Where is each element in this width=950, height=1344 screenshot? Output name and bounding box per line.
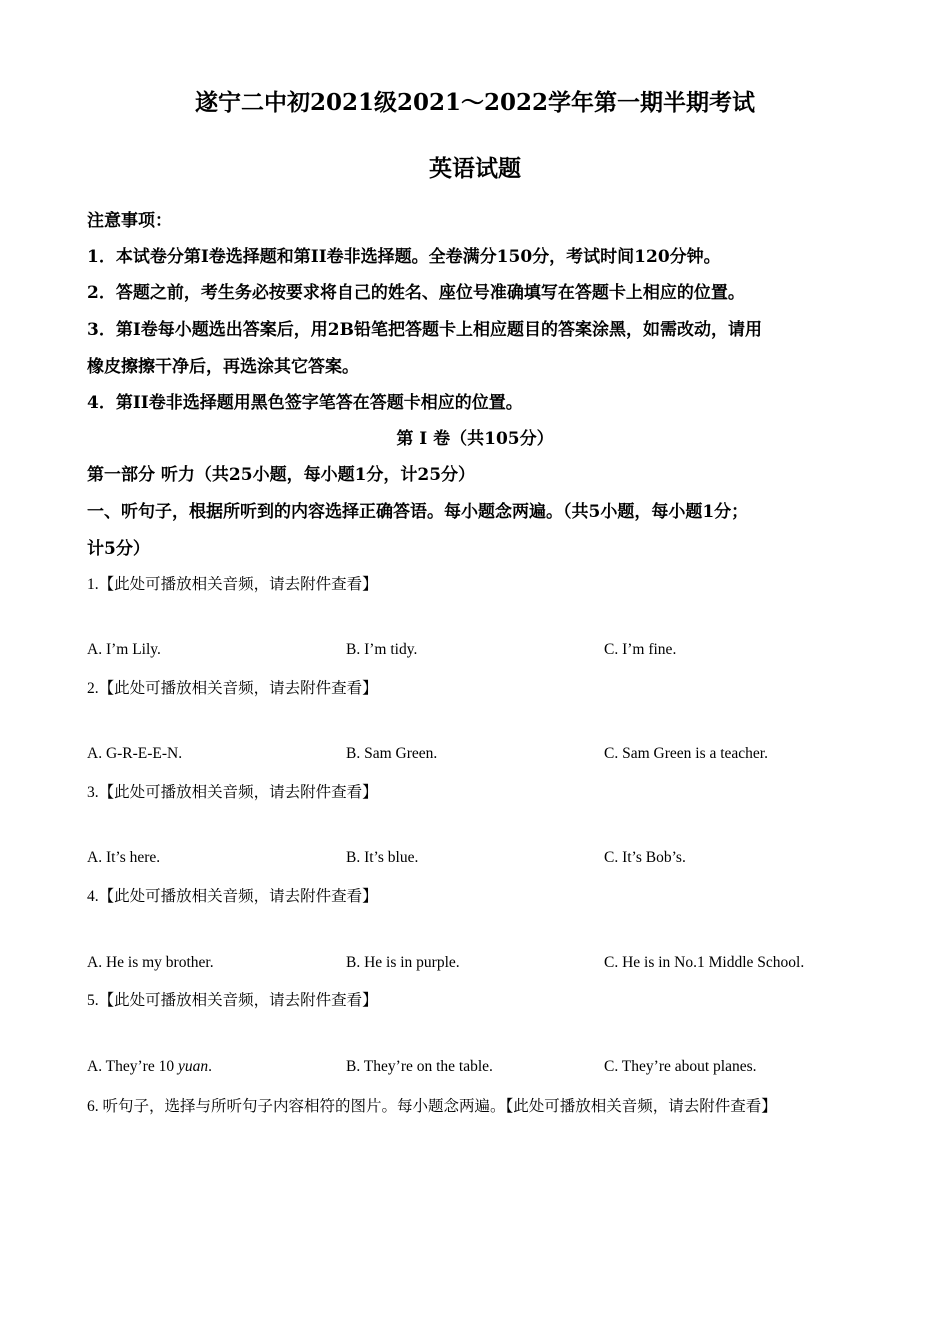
question-5: [87, 988, 890, 1010]
audio-note: 【此处可播放相关音频，请去附件查看】: [98, 784, 378, 801]
question-3: [87, 780, 890, 802]
option-b: B. He is in purple.: [346, 954, 460, 971]
option-a-prefix: A. They’re 10: [87, 1058, 178, 1075]
audio-note: 【此处可播放相关音频，请去附件查看】: [98, 576, 378, 593]
option-c: C. They’re about planes.: [604, 1058, 757, 1075]
question-number: 2.: [87, 680, 99, 697]
question-number: 3.: [87, 784, 99, 801]
question-number: 4.: [87, 888, 99, 905]
volume-heading: 第 Ⅰ 卷（共105分）: [396, 429, 554, 449]
question-number: 5.: [87, 992, 99, 1009]
note-item: 4．第II卷非选择题用黑色签字笔答在答题卡相应的位置。: [87, 393, 523, 413]
option-c: C. It’s Bob’s.: [604, 849, 686, 866]
option-a: A. G-R-E-E-N.: [87, 745, 183, 762]
option-c: C. Sam Green is a teacher.: [604, 745, 768, 762]
part-heading: 第一部分 听力（共25小题，每小题1分，计25分）: [87, 465, 476, 485]
option-b: B. I’m tidy.: [346, 641, 418, 658]
option-c: C. I’m fine.: [604, 641, 677, 658]
option-a: A. He is my brother.: [87, 954, 214, 971]
audio-note: 【此处可播放相关音频，请去附件查看】: [98, 992, 378, 1009]
option-a: A. I’m Lily.: [87, 641, 161, 658]
note-item: 2．答题之前，考生务必按要求将自己的姓名、座位号准确填写在答题卡上相应的位置。: [87, 283, 745, 303]
option-b: B. They’re on the table.: [346, 1058, 493, 1075]
question-1: [87, 572, 890, 594]
option-a: A. It’s here.: [87, 849, 161, 866]
audio-note: 【此处可播放相关音频，请去附件查看】: [98, 680, 378, 697]
option-c: C. He is in No.1 Middle School.: [604, 954, 805, 971]
section-instruction: 一、听句子，根据所听到的内容选择正确答语。每小题念两遍。（共5小题，每小题1分；: [87, 502, 749, 522]
audio-note: 【此处可播放相关音频，请去附件查看】: [98, 888, 378, 905]
note-item: 1．本试卷分第I卷选择题和第II卷非选择题。全卷满分150分，考试时间120分钟。: [87, 247, 721, 267]
option-b: B. Sam Green.: [346, 745, 438, 762]
question-6: 6. 听句子，选择与所听句子内容相符的图片。每小题念两遍。【此处可播放相关音频，请去附件查看】: [87, 1098, 777, 1115]
exam-title: 遂宁二中初2021级2021～2022学年第一期半期考试: [194, 89, 756, 116]
option-a: [87, 1058, 212, 1076]
question-2: [87, 676, 890, 698]
note-item: 橡皮擦擦干净后，再选涂其它答案。: [87, 357, 359, 377]
notes-heading: 注意事项：: [87, 211, 172, 231]
exam-subtitle: 英语试题: [429, 155, 521, 182]
question-number: 1.: [87, 576, 99, 593]
option-b: B. It’s blue.: [346, 849, 419, 866]
option-a-suffix: .: [208, 1058, 212, 1075]
option-a-italic: yuan: [177, 1058, 209, 1075]
section-instruction-cont: 计5分）: [87, 539, 150, 559]
note-item: 3．第I卷每小题选出答案后，用2B铅笔把答题卡上相应题目的答案涂黑，如需改动，请用: [87, 320, 762, 340]
question-4: [87, 884, 890, 906]
